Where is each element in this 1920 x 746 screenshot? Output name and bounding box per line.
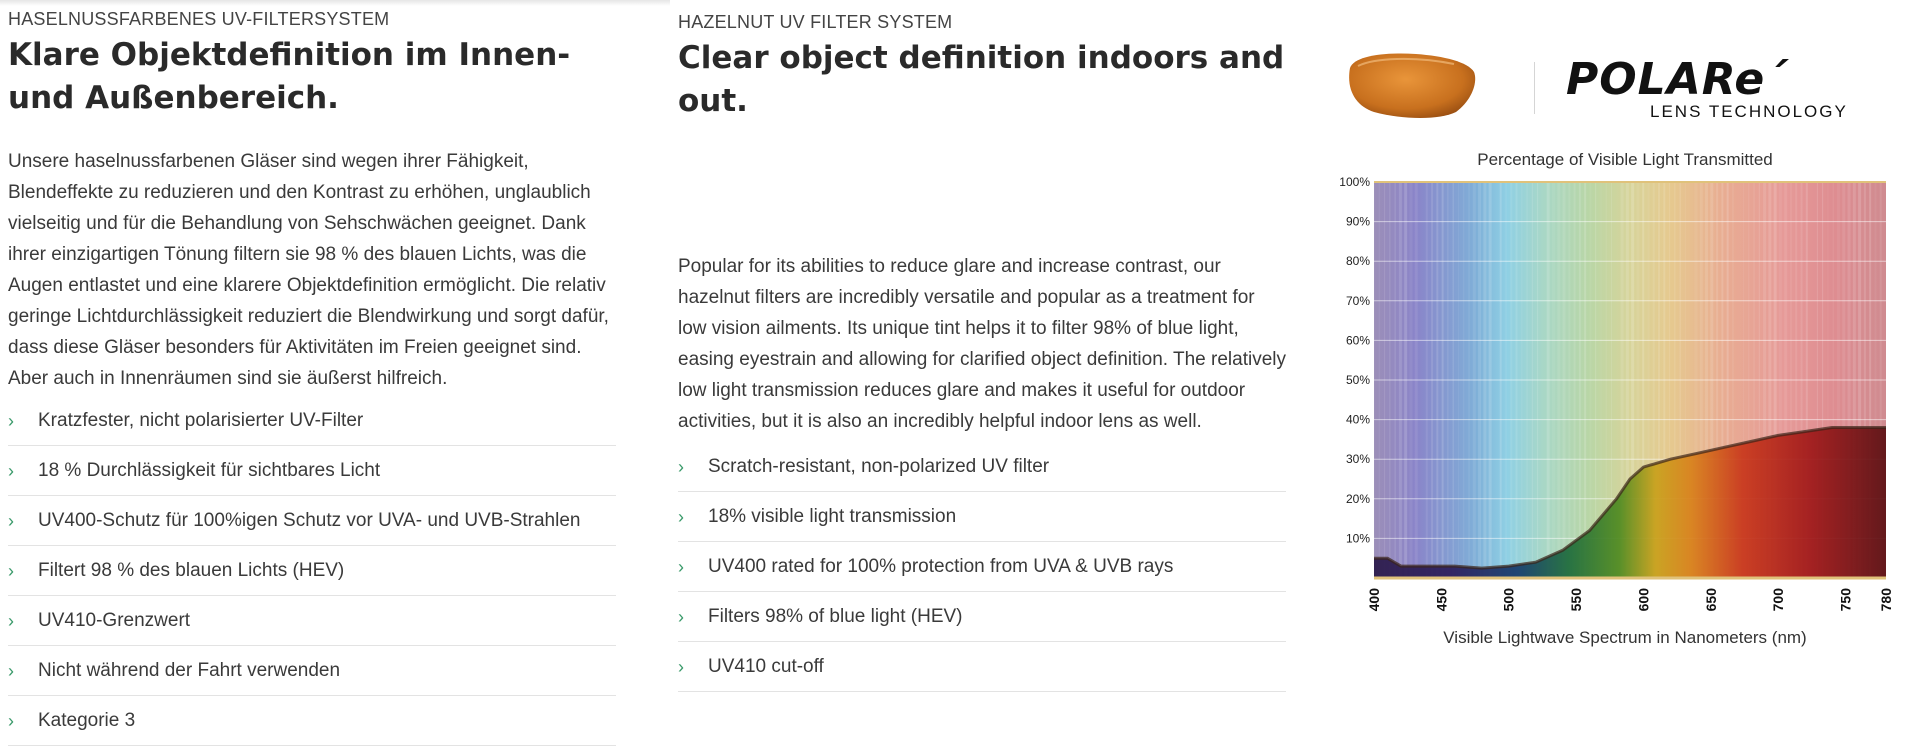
feature-item <box>678 643 1286 692</box>
english-eyebrow: HAZELNUT UV FILTER SYSTEM <box>678 12 953 32</box>
feature-label: Filtert 98 % des blauen Lichts (HEV) <box>38 560 345 581</box>
feature-label: UV410 cut-off <box>708 656 824 677</box>
brand-subtitle: LENS TECHNOLOGY <box>1650 102 1848 121</box>
feature-item <box>678 443 1286 492</box>
chart-x-label: Visible Lightwave Spectrum in Nanometers (nm) <box>1443 628 1807 647</box>
german-eyebrow: HASELNUSSFARBENES UV-FILTERSYSTEM <box>8 9 390 29</box>
feature-item <box>678 543 1286 592</box>
feature-label: Scratch-resistant, non-polarized UV filter <box>708 456 1050 477</box>
y-tick-label: 90% <box>1345 214 1370 229</box>
english-heading: Clear object definition indoors and out. <box>678 40 1285 119</box>
chevron-right-icon: › <box>8 561 14 581</box>
feature-label: UV400-Schutz für 100%igen Schutz vor UVA- und UVB-Strahlen <box>38 510 581 531</box>
feature-label: Nicht während der Fahrt verwenden <box>38 660 341 681</box>
chevron-right-icon: › <box>678 507 684 527</box>
x-tick-label: 400 <box>1366 588 1382 612</box>
chevron-right-icon: › <box>678 557 684 577</box>
german-heading: Klare Objektdefinition im Innen- und Außenbereich. <box>8 37 571 116</box>
x-tick-label: 700 <box>1770 588 1787 612</box>
german-section <box>8 0 618 746</box>
feature-label: Filters 98% of blue light (HEV) <box>708 606 963 627</box>
chevron-right-icon: › <box>8 511 14 531</box>
feature-item <box>8 497 616 546</box>
y-tick-label: 80% <box>1345 254 1370 269</box>
y-tick-label: 10% <box>1345 531 1370 546</box>
feature-label: Kategorie 3 <box>38 710 136 731</box>
chart-title: Percentage of Visible Light Transmitted <box>1477 150 1773 169</box>
x-tick-label: 600 <box>1635 588 1652 612</box>
x-tick-label: 750 <box>1837 588 1854 612</box>
feature-item <box>678 593 1286 642</box>
feature-item <box>8 447 616 496</box>
y-tick-label: 100% <box>1339 175 1370 189</box>
y-tick-label: 40% <box>1345 412 1370 427</box>
english-section <box>678 0 1288 692</box>
y-tick-label: 50% <box>1345 373 1370 387</box>
x-tick-label: 500 <box>1500 588 1517 612</box>
feature-label: Kratzfester, nicht polarisierter UV-Filter <box>38 410 364 431</box>
x-tick-label: 550 <box>1568 588 1585 612</box>
feature-item <box>8 547 616 596</box>
feature-label: 18% visible light transmission <box>708 506 957 527</box>
x-tick-label: 780 <box>1878 588 1894 612</box>
chevron-right-icon: › <box>678 607 684 627</box>
x-tick-label: 650 <box>1702 588 1719 612</box>
english-feature-list <box>678 443 1286 692</box>
feature-item <box>8 397 616 446</box>
english-description: Popular for its abilities to reduce glare and increase contrast, our hazelnut filters are incredibly versatile and popular as a treatment for low vision ailments. Its unique tint helps it to filter 98% of blue light, easing eyestrain and allowing for clarified object definition. The relatively low light transmission reduces glare and makes it useful for outdoor activities, but it is also an incredibly helpful indoor lens as well. <box>678 256 1286 432</box>
feature-item <box>8 647 616 696</box>
feature-item <box>678 493 1286 542</box>
chevron-right-icon: › <box>8 611 14 631</box>
feature-label: UV400 rated for 100% protection from UVA & UVB rays <box>708 556 1174 577</box>
x-tick-label: 450 <box>1433 588 1450 612</box>
german-description: Unsere haselnussfarbenen Gläser sind wegen ihrer Fähigkeit, Blendeffekte zu reduzieren und den Kontrast zu erhöhen, unglaublich vielseitig und für die Behandlung von Sehschwächen geeignet. Dank ihrer einzigartigen Tönung filtern sie 98 % des blauen Lichts, was die Augen entlastet und eine klarere Objektdefinition ermöglicht. Die relativ geringe Lichtdurchlässigkeit reduziert die Blendwirkung und sorgt dafür, dass diese Gläser besonders für Aktivitäten im Freien geeignet sind. Aber auch in Innenräumen sind sie äußerst hilfreich. <box>8 151 609 389</box>
feature-item <box>8 597 616 646</box>
y-tick-label: 20% <box>1345 491 1370 506</box>
chevron-right-icon: › <box>8 411 14 431</box>
german-feature-list <box>8 397 616 746</box>
feature-item <box>8 697 616 746</box>
transmission-chart <box>1330 40 1920 660</box>
transmission-figure <box>1330 40 1920 660</box>
chevron-right-icon: › <box>678 457 684 477</box>
chevron-right-icon: › <box>8 711 14 731</box>
y-tick-label: 30% <box>1345 452 1370 467</box>
chevron-right-icon: › <box>8 661 14 681</box>
y-tick-label: 60% <box>1345 333 1370 348</box>
chevron-right-icon: › <box>8 461 14 481</box>
chevron-right-icon: › <box>678 657 684 677</box>
brand-logo: POLARe´ <box>1566 54 1789 105</box>
y-tick-label: 70% <box>1345 293 1370 308</box>
feature-label: UV410-Grenzwert <box>38 610 191 631</box>
feature-label: 18 % Durchlässigkeit für sichtbares Licht <box>38 460 381 481</box>
